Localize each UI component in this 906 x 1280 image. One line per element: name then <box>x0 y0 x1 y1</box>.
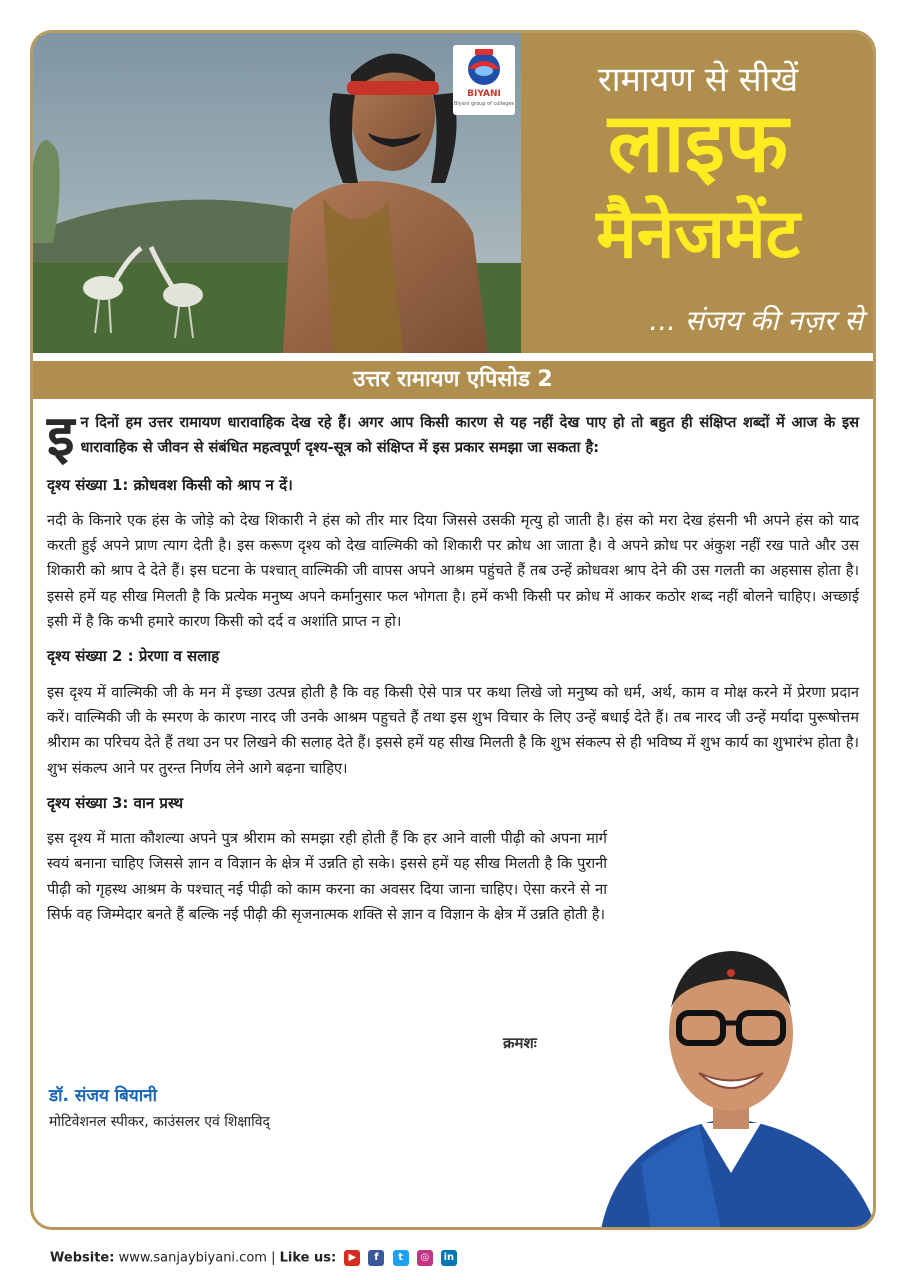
section-2-body: इस दृश्य में वाल्मिकी जी के मन में इच्छा उत्पन्न होती है कि वह किसी ऐसे पात्र पर कथा लिखे जो मनुष्य को धर्म, अर्थ, काम व मोक्ष करने में प्रेरणा प्रदान करें। वाल्मिकी जी के स्मरण के कारण नारद जी उनके आश्रम पहुचते हैं तथा इस शुभ विचार के लिए उन्हें बधाई देते हैं। तब नारद जी उन्हें मर्यादा पुरूषोत्तम श्रीराम का परिचय देते हैं तथा उन पर लिखने की सलाह देते हैं। इससे हमें यह सीख मिलती है कि शुभ संकल्प से ही भविष्य में शुभ कार्य का शुभारंभ होता है। शुभ संकल्प आने पर तुरन्त निर्णय लेने आगे बढ़ना चाहिए। <box>47 683 859 777</box>
twitter-icon[interactable]: t <box>393 1250 409 1266</box>
section-1-body: नदी के किनारे एक हंस के जोड़े को देख शिकारी ने हंस को तीर मार दिया जिससे उसकी मृत्यु हो जाती है। हंस को मरा देख हंसनी भी अपने हंस को याद करती हुई अपने प्राण त्याग देती है। इस करूण दृश्य को देख वाल्मिकी को शिकारी पर क्रोध आ जाता है। वे अपने क्रोध पर अंकुश नहीं रख पाते और उस शिकारी को श्राप दे देते हैं। इस घटना के पश्चात् वाल्मिकी जी वापस अपने आश्रम पहुंचते हैं तब उन्हें क्रोधवश श्राप देने की उस गलती का अहसास होता है। इससे हमें यह सीख मिलती है कि प्रत्येक मनुष्य अपने कर्मानुसार फल भोगता है। हमें कभी किसी पर क्रोध में आकर कठोर शब्द नहीं बोलने चाहिए। अच्छाई इसी में है कि कभी हमारे कारण किसी को दर्द व अशांति प्राप्त न हो। <box>47 511 859 631</box>
article-frame <box>30 30 876 1230</box>
website-link[interactable]: www.sanjaybiyani.com <box>118 1250 267 1266</box>
tv-scene-image <box>33 33 521 353</box>
footer-separator: | <box>271 1250 276 1266</box>
intro-text: न दिनों हम उत्तर रामायण धारावाहिक देख रहे हैं। अगर आप किसी कारण से यह नहीं देख पाए हो तो बहुत ही संक्षिप्त शब्दों में आज के इस धारावाहिक से जीवन से संबंधित महत्वपूर्ण दृश्य-सूत्र को संक्षिप्त में इस प्रकार समझा जा सकता है: <box>80 414 859 457</box>
facebook-icon[interactable]: f <box>368 1250 384 1266</box>
byline: ... संजय की नज़र से <box>649 304 863 337</box>
section-3-heading: दृश्य संख्या 3: वान प्रस्थ <box>47 793 184 812</box>
globe-logo-icon <box>453 45 515 89</box>
author-name: डॉ. संजय बियानी <box>49 1086 157 1106</box>
headline-life: लाइफ <box>607 96 789 191</box>
footer <box>50 1250 870 1266</box>
biyani-logo <box>453 45 515 115</box>
youtube-icon[interactable]: ▶ <box>344 1250 360 1266</box>
like-label: Like us: <box>279 1250 337 1266</box>
author-portrait <box>581 913 876 1229</box>
portrait-illustration <box>581 913 876 1229</box>
linkedin-icon[interactable]: in <box>441 1250 457 1266</box>
series-title: रामायण से सीखें <box>597 60 799 100</box>
drop-cap: इ <box>47 404 75 469</box>
website-label: Website: <box>50 1250 115 1266</box>
section-2-heading: दृश्य संख्या 2 : प्रेरणा व सलाह <box>47 647 220 666</box>
header-panel <box>33 33 873 353</box>
logo-tagline: Biyani group of colleges <box>453 101 515 107</box>
section-3-body: इस दृश्य में माता कौशल्या अपने पुत्र श्रीराम को समझा रही होती हैं कि हर आने वाली पीढ़ी को अपना मार्ग स्वयं बनाना चाहिए जिससे ज्ञान व विज्ञान के क्षेत्र में उन्नति हो सके। इससे हमें यह सीख मिलती है कि पुरानी पीढ़ी को गृहस्थ आश्रम के पश्चात् नई पीढ़ी को काम करना का अवसर दिया जाना चाहिए। ऐसा करने से ना सिर्फ वह जिम्मेदार बनते हैं बल्कि नई पीढ़ी की सृजनात्मक शक्ति से ज्ञान व विज्ञान के क्षेत्र में उन्नति होती है। <box>47 830 607 924</box>
article-body <box>47 404 859 937</box>
author-block <box>49 1083 270 1131</box>
scene-illustration <box>33 33 521 353</box>
instagram-icon[interactable]: ◎ <box>417 1250 433 1266</box>
section-1-heading: दृश्य संख्या 1: क्रोधवश किसी को श्राप न दें। <box>47 475 293 494</box>
headline-management: मैनेजमेंट <box>596 195 800 274</box>
logo-wordmark: BIYANI <box>467 89 501 99</box>
episode-banner: उत्तर रामायण एपिसोड 2 <box>33 361 873 399</box>
to-be-continued: क्रमशः <box>503 1034 537 1052</box>
intro-paragraph <box>47 404 859 469</box>
author-title: मोटिवेशनल स्पीकर, काउंसलर एवं शिक्षाविद् <box>49 1114 270 1130</box>
